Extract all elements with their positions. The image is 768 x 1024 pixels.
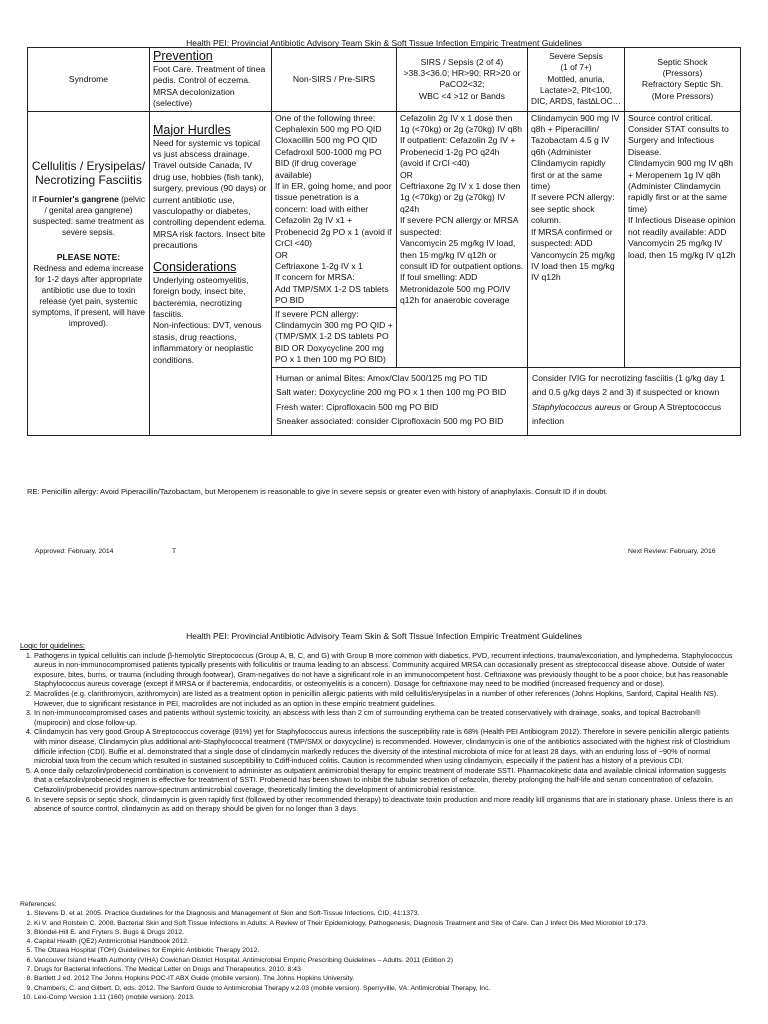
logic-section — [20, 641, 735, 814]
logic-item: 6. In severe sepsis or septic shock, clindamycin is given rapidly first (followed by other recommended therapy) to deactivate toxin production and more readily kill organisms that are in stationary phase. Unless there is an absence of source control, clindamycin as add on therapy should be given for no longer than 3 days. — [34, 795, 735, 814]
page-title: Health PEI: Provincial Antibiotic Advisory Team Skin & Soft Tissue Infection Empiric Treatment Guidelines — [186, 38, 582, 48]
fournier-note: If Fournier's gangrene (pelvic / genital area gangrene) suspected: same treatment as severe sepsis. — [31, 193, 146, 237]
exposure-cell — [272, 367, 528, 435]
next-review-date: Next Review: February, 2016 — [628, 548, 716, 555]
sneaker-line: Sneaker associated: consider Ciprofloxacin 500 mg PO BID — [276, 416, 504, 427]
approved-date: Approved: February, 2014 — [35, 548, 114, 555]
reference-item: 10. Lexi-Comp Version 1.11 (160) (mobile version). 2013. — [34, 993, 735, 1002]
reference-item: 1. Stevens D. et al. 2005. Practice Guidelines for the Diagnosis and Management of Skin and Soft-Tissue Infections. CID. 41:1373. — [34, 909, 735, 918]
reference-item: 3. Blondel-Hill E. and Fryters S. Bugs & Drugs 2012. — [34, 928, 735, 937]
sirs-cell: Cefazolin 2g IV x 1 dose then 1g (<70kg) or 2g (≥70kg) IV q8h If outpatient: Cefazolin 2g IV + Probenecid 1-2g PO q24h (avoid if CrCl <40) OR Ceftriaxone 2g IV x 1 dose then 1g (<70kg) or 2g (≥70kg) IV q24h If severe PCN allergy or MRSA suspected: Vancomycin 25 mg/kg IV load, then 15 mg/kg IV q12h or consult ID for outpatient options. If foul smelling: ADD Metronidazole 500 mg PO/IV q12h for anaerobic coverage — [397, 111, 528, 367]
logic-item: 2. Macrolides (e.g. clarithromycin, azithromycin) are listed as a treatment option in penicillin allergic patients with mild cellulitis/erysipelas in a number of other references (Johns Hopkins, Sanford, Capital Health NS). However, due to significant resistance in PEI, macrolides are not included as an option in these empiric treatment guidelines. — [34, 689, 735, 708]
logic-item: 5. A once daily cefazolin/probenecid combination is convenient to administer as outpatient antimicrobial therapy for empiric treatment of moderate SSTI. Pharmacokinetic data and available clinical information suggests that a cefazolin/probenecid regimen is effective for treatment of SSTI. Probenecid has been shown to inhibit the tubular secretion of cefazolin, thereby prolonging the half-life and serum concentration of cefazolin. Cefazolin/probenecid provides narrow-spectrum antimicrobial coverage, theoretically limiting the development of antimicrobial resistance. — [34, 766, 735, 795]
prevention-heading: Prevention — [153, 49, 213, 63]
prevention-cell — [150, 48, 272, 112]
ivig-cell: Consider IVIG for necrotizing fasciitis (1 g/kg day 1 and 0.5 g/kg days 2 and 3) if suspected or known Staphylococcus aureus or Group A Streptococcus infection — [528, 367, 741, 435]
please-note-heading: PLEASE NOTE: — [56, 251, 121, 262]
hurdles-cell — [150, 111, 272, 435]
page-title-2: Health PEI: Provincial Antibiotic Advisory Team Skin & Soft Tissue Infection Empiric Treatment Guidelines — [186, 631, 582, 641]
non-sirs-header: Non-SIRS / Pre-SIRS — [272, 48, 397, 112]
penicillin-note: RE: Penicillin allergy: Avoid Piperacillin/Tazobactam, but Meropenem is reasonable to give in severe sepsis or greater even with history of anaphylaxis. Consult ID if in doubt. — [27, 487, 608, 496]
considerations-text: Underlying osteomyelitis, foreign body, insect bite, bacteremia, necrotizing fasciitis. Non-infectious: DVT, venous stasis, drug reactions, inflammatory or neoplastic conditions. — [153, 274, 262, 365]
reference-item: 5. The Ottawa Hospital (TOH) Guidelines for Empiric Antibiotic Therapy 2012. — [34, 946, 735, 955]
non-sirs-cell — [272, 111, 397, 367]
please-note-text: Redness and edema increase for 1-2 days after appropriate antibiotic use due to toxin release (yet pain, systemic symptoms, if present, will have improved). — [32, 263, 145, 329]
syndrome-cell — [28, 111, 150, 435]
logic-item: 3. In non-immunocompromised cases and patients without systemic toxicity, an abscess with less than 2 cm of surrounding erythema can be treated conservatively with drainage, soaks, and topical Bactroban® (mupirocin) and close follow-up. — [34, 708, 735, 727]
syndrome-name: Cellulitis / Erysipelas/ Necrotizing Fasciitis — [31, 158, 146, 188]
logic-item: 4. Clindamycin has very good Group A Streptococcus coverage (91%) yet for Staphylococcus aureus infections the susceptibility rate is 68% (Health PEI Antibiogram 2012). Therefore in severe penicillin allergic patients with minor disease, Clindamycin plus additional anti-Staphylococcal treatment (TMP/SMX or doxycycline) is recommended. However, clindamycin is one of the antibiotics associated with the highest risk of Clostridium difficile infection (CDI). Buffie et al. demonstrated that a single dose of clindamycin markedly reduces the diversity of the intestinal microbiota of mice for at least 28 days, with an enduring loss of ~90% of normal microbial taxa from the cecum which resulted in sustained susceptibility to Cdiff-induced colitis. Caution is recommended when using clindamycin, especially if the patient has a history of a previous CDI. — [34, 727, 735, 765]
hurdles-heading: Major Hurdles — [153, 122, 231, 137]
bite-line: Human or animal Bites: Amox/Clav 500/125 mg PO TID — [276, 372, 488, 383]
references-heading: References: — [20, 901, 57, 908]
footer-mark: T — [172, 548, 177, 555]
prevention-text: Foot Care. Treatment of tinea pedis. Control of eczema. MRSA decolonization (selective) — [153, 64, 266, 109]
logic-heading: Logic for guidelines: — [20, 641, 85, 650]
logic-item: 1. Pathogens in typical cellulitis can include β-hemolytic Streptococcus (Group A, B, C, and G) with Group B more common with diabetics, PVD, recurrent infections, trauma/excoriation, and lymphedema. Staphylococcus aureus in non-immunocompromised patients typically presents with folliculitis or trauma leading to an abscess. Community acquired MRSA can occasionally present as streptococcal disease above. Outside of water exposure, bites, burns, or trauma (including through footwear), Gram-negatives do not have a significant role in an immunocompetent host. Ceftriaxone was previously thought to be a poor choice, but has reasonable Staphylococcus aureus coverage (except if MRSA or if bacteremia, endocarditis, or osteomyelitis is a concern). Dosage for ceftriaxone may need to be modified (increased frequency and or dose). — [34, 651, 735, 689]
reference-item: 6. Vancouver Island Health Authority (VIHA) Cowichan District Hospital. Antimicrobial Empiric Prescribing Guidelines – Adults. 2011 (Edition 2) — [34, 956, 735, 965]
septic-shock-cell: Source control critical. Consider STAT consults to Surgery and Infectious Disease. Clindamycin 900 mg IV q8h + Meropenem 1g IV q8h (Administer Clindamycin rapidly first or at the same time) If Infectious Disease opinion not readily available: ADD Vancomycin 25 mg/kg IV load, then 15 mg/kg IV q12h — [625, 111, 741, 367]
references-list — [20, 909, 735, 1002]
non-sirs-text: One of the following three: Cephalexin 500 mg PO QID Cloxacillin 500 mg PO QID Cefadroxil 500-1000 mg PO BID (if drug coverage available) If in ER, going home, and poor tissue penetration is a concern: load with either Cefazolin 2g IV x1 + Probenecid 2g PO x 1 (avoid if CrCl <40) OR Ceftriaxone 1-2g IV x 1 If concern for MRSA: Add TMP/SMX 1-2 DS tablets PO BID — [275, 112, 392, 306]
guideline-table — [27, 47, 741, 436]
severe-sepsis-header: Severe Sepsis (1 of 7+) Mottled, anuria, Lactate>2, Plt<100, DIC, ARDS, fast∆LOC… — [528, 48, 625, 112]
hurdles-text: Need for systemic vs topical vs just abscess drainage. Travel outside Canada, IV drug use, hobbies (fish tank), surgery, previous (90 days) or current antibiotic use, vasculopathy or diabetes, controlling dependent edema. MRSA risk factors. Insect bite precautions — [153, 137, 267, 251]
reference-item: 4. Capital Health (QE2) Antimicrobial Handbook 2012. — [34, 937, 735, 946]
reference-item: 7. Drugs for Bacterial Infections. The Medical Letter on Drugs and Therapeutics. 2010. 8:43 — [34, 965, 735, 974]
severe-sepsis-cell: Clindamycin 900 mg IV q8h + Piperacillin/ Tazobactam 4.5 g IV q6h (Administer Clindamycin rapidly first or at the same time) If severe PCN allergy: see septic shock column. If MRSA confirmed or suspected: ADD Vancomycin 25 mg/kg IV load then 15 mg/kg IV q12h — [528, 111, 625, 367]
reference-item: 8. Bartlett J ed. 2012 The Johns Hopkins POC-IT ABX Guide (mobile version). The Johns Hopkins University. — [34, 974, 735, 983]
references-section — [20, 900, 735, 1002]
sirs-header: SIRS / Sepsis (2 of 4) >38.3<36.0; HR>90; RR>20 or PaCO2<32; WBC <4 >12 or Bands — [397, 48, 528, 112]
saltwater-line: Salt water: Doxycycline 200 mg PO x 1 then 100 mg PO BID — [276, 387, 507, 398]
septic-shock-header: Septic Shock (Pressors) Refractory Septic Sh. (More Pressors) — [625, 48, 741, 112]
considerations-heading: Considerations — [153, 259, 237, 274]
freshwater-line: Fresh water: Ciprofloxacin 500 mg PO BID — [276, 401, 439, 412]
pcn-allergy-box: If severe PCN allergy: Clindamycin 300 mg PO QID + (TMP/SMX 1-2 DS tablets PO BID OR Doxycycline 200 mg PO x 1 then 100 mg PO BID) — [272, 307, 396, 367]
syndrome-header: Syndrome — [28, 48, 150, 112]
logic-list — [20, 651, 735, 814]
reference-item: 9. Chambers, C. and Gilbert, D, eds. 2012. The Sanford Guide to Antimicrobial Therapy v.2.03 (mobile version). Sperryville, VA: Antimicrobial Therapy, Inc. — [34, 984, 735, 993]
reference-item: 2. Ki V. and Rotstein C. 2008. Bacterial Skin and Soft Tissue Infections in Adults: A Review of Their Epidemiology, Pathogenesis, Diagnosis Treatment and Site of Care. Can J Infect Dis Med Microbiol 19:173. — [34, 919, 735, 928]
